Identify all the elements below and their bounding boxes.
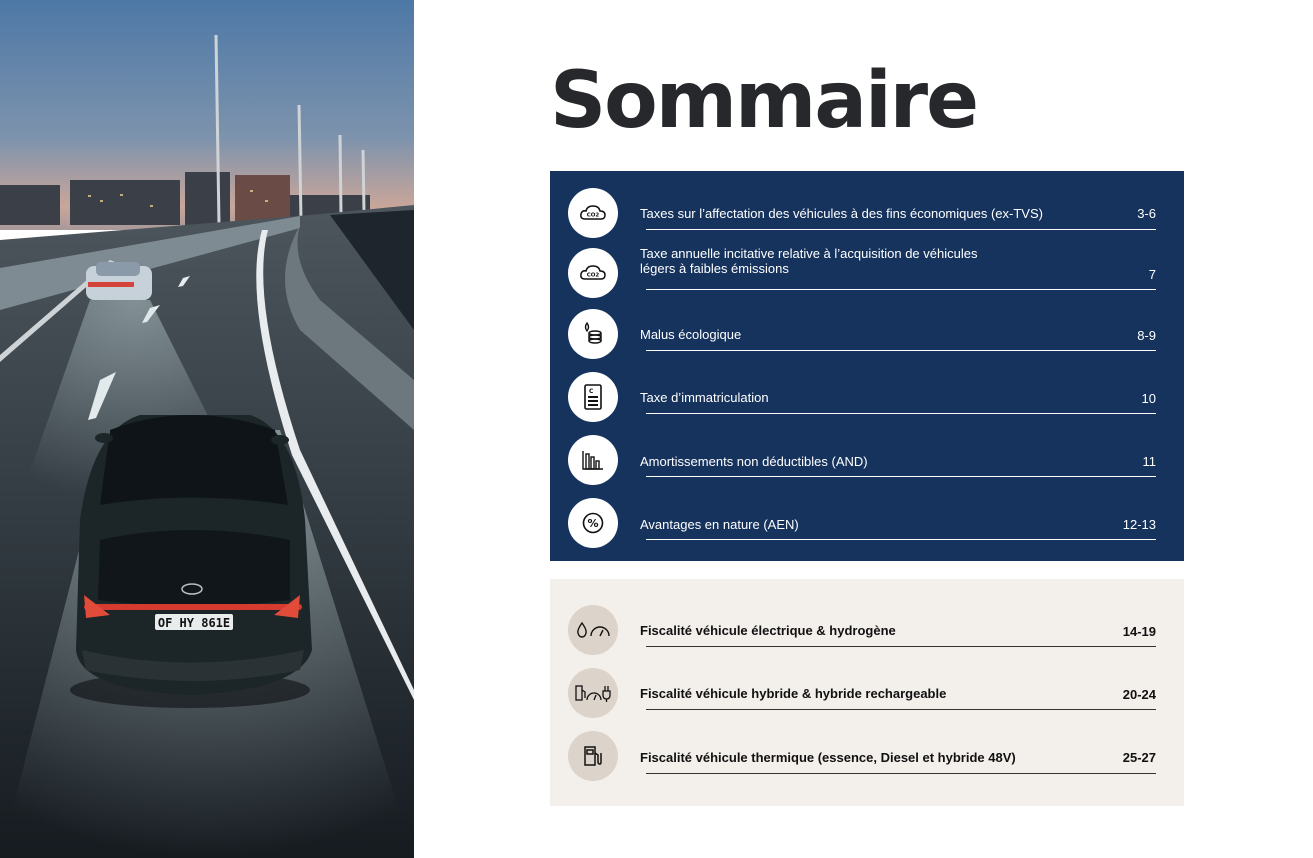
svg-text:C: C <box>589 388 594 395</box>
toc-row[interactable] <box>550 430 1184 490</box>
page-title: Sommaire <box>550 56 978 146</box>
svg-text:CO2: CO2 <box>586 272 600 279</box>
toc-divider <box>646 229 1156 230</box>
co2-cloud-icon <box>568 248 618 298</box>
toc-page-number: 11 <box>1142 454 1156 469</box>
toc-page-number: 8-9 <box>1137 328 1156 343</box>
hero-photo <box>0 0 414 858</box>
svg-text:CO2: CO2 <box>586 212 600 219</box>
toc-page-number: 25-27 <box>1122 750 1156 765</box>
hybrid-plug-icon <box>568 668 618 718</box>
toc-label: Taxe annuelle incitative relative à l’acquisition de véhicules légers à faibles émissions <box>640 246 978 276</box>
electric-hydrogen-icon <box>568 605 618 655</box>
toc-row[interactable] <box>550 493 1184 553</box>
toc-label: Amortissements non déductibles (AND) <box>640 454 868 469</box>
toc-divider <box>646 646 1156 647</box>
license-plate: OF HY 861E <box>157 616 231 630</box>
toc-divider <box>646 289 1156 290</box>
toc-label: Fiscalité véhicule hybride & hybride rechargeable <box>640 686 947 701</box>
toc-page-number: 7 <box>1148 267 1156 282</box>
fuel-pump-icon <box>568 731 618 781</box>
toc-label: Fiscalité véhicule thermique (essence, Diesel et hybride 48V) <box>640 750 1016 765</box>
co2-cloud-icon <box>568 188 618 238</box>
toc-row[interactable] <box>550 367 1184 427</box>
svg-text:%: % <box>587 517 599 530</box>
toc-divider <box>646 476 1156 477</box>
toc-page-number: 12-13 <box>1122 517 1156 532</box>
toc-page-number: 10 <box>1141 391 1156 406</box>
toc-page-number: 3-6 <box>1137 206 1156 221</box>
toc-divider <box>646 709 1156 710</box>
toc-row[interactable] <box>550 243 1184 303</box>
tax-topics-panel <box>550 171 1184 561</box>
toc-label: Fiscalité véhicule électrique & hydrogène <box>640 623 896 638</box>
toc-row[interactable] <box>550 726 1184 786</box>
coins-stack-icon <box>568 309 618 359</box>
toc-divider <box>646 773 1156 774</box>
car-on-highway-illustration <box>0 0 414 858</box>
toc-divider <box>646 413 1156 414</box>
toc-label: Malus écologique <box>640 327 742 342</box>
percent-icon <box>568 498 618 548</box>
toc-row[interactable] <box>550 600 1184 660</box>
toc-row[interactable] <box>550 304 1184 364</box>
registration-card-icon <box>568 372 618 422</box>
toc-label: Avantages en nature (AEN) <box>640 517 799 532</box>
toc-page-number: 14-19 <box>1122 624 1156 639</box>
toc-divider <box>646 539 1156 540</box>
toc-row[interactable] <box>550 183 1184 243</box>
toc-divider <box>646 350 1156 351</box>
toc-page-number: 20-24 <box>1122 687 1156 702</box>
vehicle-type-panel <box>550 579 1184 806</box>
toc-row[interactable] <box>550 663 1184 723</box>
toc-label: Taxe d’immatriculation <box>640 390 769 405</box>
toc-label: Taxes sur l’affectation des véhicules à des fins économiques (ex-TVS) <box>640 206 1043 221</box>
bar-chart-icon <box>568 435 618 485</box>
